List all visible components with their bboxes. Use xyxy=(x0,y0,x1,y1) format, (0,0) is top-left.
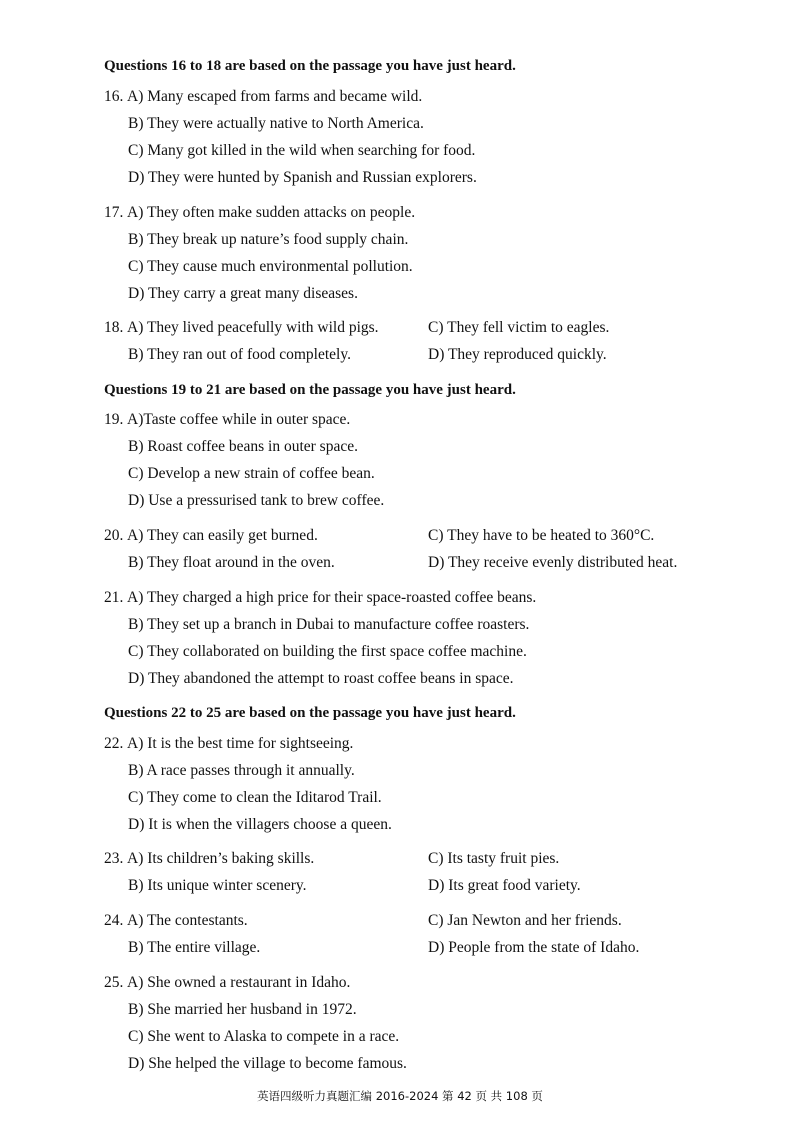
section-heading-16-18: Questions 16 to 18 are based on the passage you have just heard. xyxy=(104,58,516,74)
option-b: B) They ran out of food completely. xyxy=(128,346,351,363)
option-a: A) They lived peacefully with wild pigs. xyxy=(127,319,379,336)
option-d: D) They reproduced quickly. xyxy=(428,346,607,363)
option-a: A) It is the best time for sightseeing. xyxy=(127,735,354,752)
option-c: C) She went to Alaska to compete in a race. xyxy=(128,1028,400,1045)
option-c: C) Many got killed in the wild when searching for food. xyxy=(128,142,476,159)
question-number: 25. xyxy=(104,974,124,991)
option-b: B) They set up a branch in Dubai to manufacture coffee roasters. xyxy=(128,616,530,633)
question-number: 21. xyxy=(104,589,124,606)
option-d: D) People from the state of Idaho. xyxy=(428,939,640,956)
option-d: D) Use a pressurised tank to brew coffee. xyxy=(128,492,385,509)
option-d: D) They receive evenly distributed heat. xyxy=(428,554,678,571)
option-b: B) She married her husband in 1972. xyxy=(128,1001,357,1018)
option-b: B) Its unique winter scenery. xyxy=(128,877,307,894)
section-heading-22-25: Questions 22 to 25 are based on the passage you have just heard. xyxy=(104,705,516,721)
option-d: D) They were hunted by Spanish and Russian explorers. xyxy=(128,169,477,186)
option-c: C) Jan Newton and her friends. xyxy=(428,912,622,929)
option-d: D) It is when the villagers choose a queen. xyxy=(128,816,392,833)
option-d: D) They carry a great many diseases. xyxy=(128,285,358,302)
option-c: C) Develop a new strain of coffee bean. xyxy=(128,465,375,482)
option-b: B) They break up nature’s food supply chain. xyxy=(128,231,409,248)
option-c: C) They cause much environmental pollution. xyxy=(128,258,413,275)
option-a: A) The contestants. xyxy=(127,912,248,929)
option-a: A) They often make sudden attacks on people. xyxy=(127,204,416,221)
option-c: C) Its tasty fruit pies. xyxy=(428,850,560,867)
option-b: B) They were actually native to North America. xyxy=(128,115,424,132)
option-d: D) Its great food variety. xyxy=(428,877,581,894)
question-number: 20. xyxy=(104,527,124,544)
option-d: D) She helped the village to become famous. xyxy=(128,1055,407,1072)
option-a: A) They can easily get burned. xyxy=(127,527,318,544)
option-a: A) Its children’s baking skills. xyxy=(127,850,315,867)
question-number: 23. xyxy=(104,850,124,867)
option-c: C) They collaborated on building the first space coffee machine. xyxy=(128,643,527,660)
option-a: A) Many escaped from farms and became wild. xyxy=(127,88,423,105)
option-b: B) The entire village. xyxy=(128,939,261,956)
option-c: C) They come to clean the Iditarod Trail. xyxy=(128,789,382,806)
question-number: 16. xyxy=(104,88,124,105)
option-b: B) A race passes through it annually. xyxy=(128,762,355,779)
section-heading-19-21: Questions 19 to 21 are based on the passage you have just heard. xyxy=(104,382,516,398)
question-number: 18. xyxy=(104,319,124,336)
option-c: C) They fell victim to eagles. xyxy=(428,319,610,336)
question-number: 24. xyxy=(104,912,124,929)
page-footer: 英语四级听力真题汇编 2016-2024 第 42 页 共 108 页 xyxy=(257,1089,543,1103)
question-number: 22. xyxy=(104,735,124,752)
option-b: B) They float around in the oven. xyxy=(128,554,335,571)
option-d: D) They abandoned the attempt to roast coffee beans in space. xyxy=(128,670,514,687)
option-a: A) She owned a restaurant in Idaho. xyxy=(127,974,351,991)
question-number: 17. xyxy=(104,204,124,221)
option-b: B) Roast coffee beans in outer space. xyxy=(128,438,358,455)
question-number: 19. xyxy=(104,411,124,428)
option-c: C) They have to be heated to 360°C. xyxy=(428,527,655,544)
option-a: A)Taste coffee while in outer space. xyxy=(127,411,351,428)
option-a: A) They charged a high price for their space-roasted coffee beans. xyxy=(127,589,537,606)
